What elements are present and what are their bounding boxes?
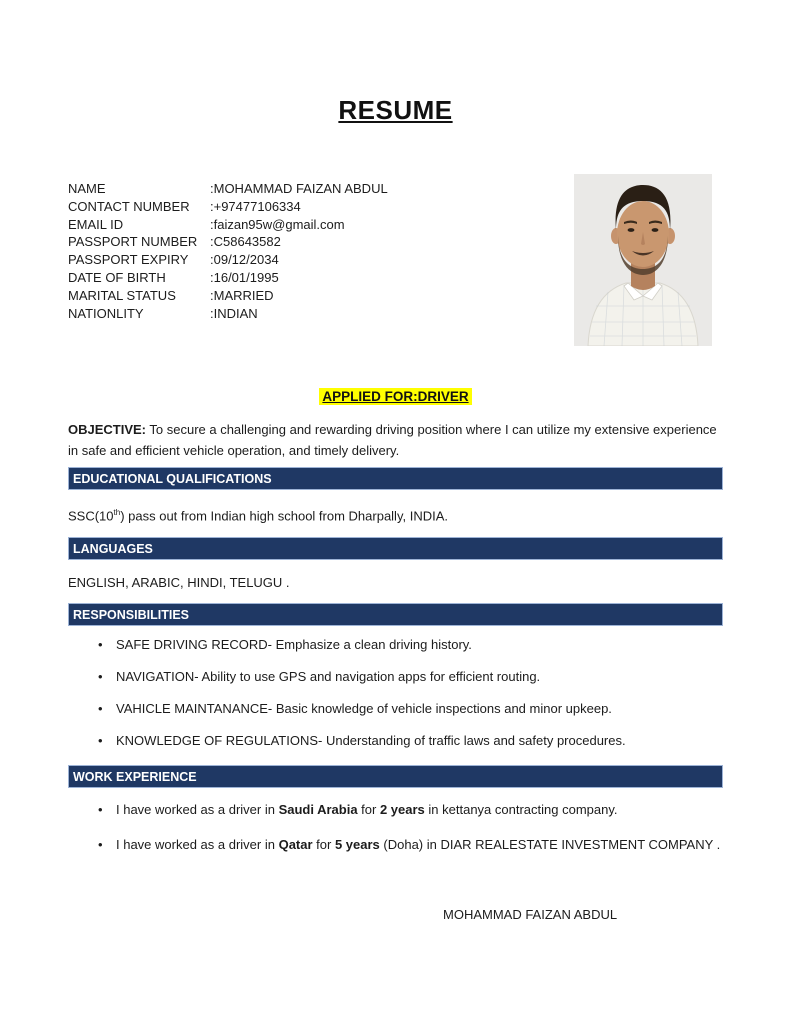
detail-value: :+97477106334 xyxy=(210,198,301,214)
detail-label: MARITAL STATUS xyxy=(68,287,176,303)
detail-value: :MARRIED xyxy=(210,287,274,303)
detail-value: :INDIAN xyxy=(210,305,258,321)
detail-label: CONTACT NUMBER xyxy=(68,198,190,214)
objective-paragraph xyxy=(68,420,723,461)
work-text-mid: for xyxy=(312,836,335,852)
detail-row-passport-expiry xyxy=(68,251,498,269)
section-header-languages: LANGUAGES xyxy=(68,537,723,560)
responsibility-text: VAHICLE MAINTANANCE- Basic knowledge of vehicle inspections and minor upkeep. xyxy=(116,700,612,716)
detail-label: PASSPORT NUMBER xyxy=(68,234,198,250)
list-item xyxy=(98,701,723,717)
detail-row-email xyxy=(68,216,498,234)
education-body xyxy=(68,505,723,524)
responsibilities-list xyxy=(68,637,723,749)
detail-label: NATIONLITY xyxy=(68,305,144,321)
work-experience-list xyxy=(68,802,723,853)
resume-title-text: RESUME xyxy=(338,95,453,125)
passport-photo-graphic xyxy=(574,174,712,346)
applicant-photo xyxy=(574,174,712,346)
responsibility-text: SAFE DRIVING RECORD- Emphasize a clean driving history. xyxy=(116,636,472,652)
work-text-pre: I have worked as a driver in xyxy=(116,801,279,817)
education-text-prefix: SSC(10 xyxy=(68,508,114,524)
list-item xyxy=(98,733,723,749)
list-item xyxy=(98,637,723,653)
detail-value: :faizan95w@gmail.com xyxy=(210,216,345,232)
detail-label: NAME xyxy=(68,181,106,196)
work-duration: 5 years xyxy=(334,836,380,852)
bullet-icon: • xyxy=(98,700,103,716)
work-duration: 2 years xyxy=(379,801,425,817)
applied-for-highlight: APPLIED FOR:DRIVER xyxy=(319,388,471,405)
personal-details xyxy=(68,180,498,322)
list-item xyxy=(98,837,723,853)
objective-label: OBJECTIVE: xyxy=(68,422,147,438)
languages-body: ENGLISH, ARABIC, HINDI, TELUGU . xyxy=(68,574,290,590)
bullet-icon: • xyxy=(98,836,103,852)
bullet-icon: • xyxy=(98,636,103,652)
detail-value: :09/12/2034 xyxy=(210,252,279,268)
bullet-icon: • xyxy=(98,732,103,748)
work-country: Qatar xyxy=(278,836,313,852)
detail-value: :MOHAMMAD FAIZAN ABDUL xyxy=(210,181,388,196)
section-header-responsibilities: RESPONSIBILITIES xyxy=(68,603,723,626)
objective-text: To secure a challenging and rewarding driving position where I can utilize my extensive experience in safe and efficient vehicle operation, and timely delivery. xyxy=(68,422,717,458)
detail-row-marital-status xyxy=(68,287,498,305)
detail-row-passport-number xyxy=(68,233,498,251)
work-text-post: (Doha) in DIAR REALESTATE INVESTMENT COMPANY . xyxy=(379,836,721,852)
detail-label: EMAIL ID xyxy=(68,216,124,232)
applied-for-line xyxy=(68,388,723,406)
education-superscript: th xyxy=(113,508,121,518)
detail-row-name xyxy=(68,180,498,198)
responsibility-text: NAVIGATION- Ability to use GPS and navigation apps for efficient routing. xyxy=(116,668,541,684)
work-text-pre: I have worked as a driver in xyxy=(116,836,279,852)
work-experience-text xyxy=(116,802,618,818)
work-text-mid: for xyxy=(357,801,380,817)
bullet-icon: • xyxy=(98,668,103,684)
detail-row-nationality xyxy=(68,305,498,323)
work-text-post: in kettanya contracting company. xyxy=(424,801,618,817)
responsibility-text: KNOWLEDGE OF REGULATIONS- Understanding of traffic laws and safety procedures. xyxy=(116,732,626,748)
section-header-work-experience: WORK EXPERIENCE xyxy=(68,765,723,788)
detail-label: DATE OF BIRTH xyxy=(68,269,166,285)
page-title xyxy=(0,0,791,126)
detail-label: PASSPORT EXPIRY xyxy=(68,252,189,268)
work-experience-text xyxy=(116,837,720,853)
signature-name: MOHAMMAD FAIZAN ABDUL xyxy=(443,906,618,922)
detail-row-contact xyxy=(68,198,498,216)
education-text-suffix: ) pass out from Indian high school from Dharpally, INDIA. xyxy=(120,508,448,524)
bullet-icon: • xyxy=(98,801,103,817)
section-header-education: EDUCATIONAL QUALIFICATIONS xyxy=(68,467,723,490)
detail-row-dob xyxy=(68,269,498,287)
list-item xyxy=(98,669,723,685)
list-item xyxy=(98,802,723,818)
detail-value: :16/01/1995 xyxy=(210,269,279,285)
work-country: Saudi Arabia xyxy=(278,801,358,817)
detail-value: :C58643582 xyxy=(210,234,281,250)
